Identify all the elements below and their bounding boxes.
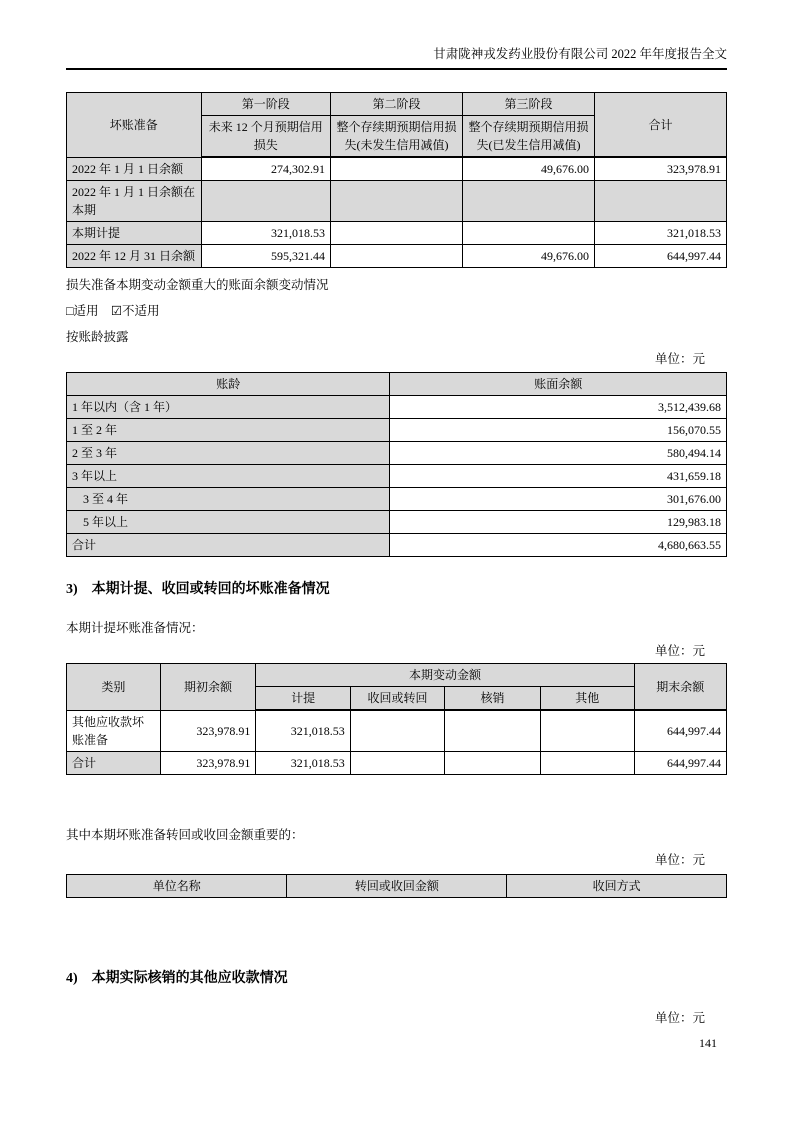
stage1-subheader-cell: 未来 12 个月预期信用损失 xyxy=(201,116,330,158)
value-cell: 595,321.44 xyxy=(201,245,330,268)
section-4-title: 本期实际核销的其他应收款情况 xyxy=(91,970,288,986)
value-cell xyxy=(445,710,541,751)
applicable-checkbox: □适用 xyxy=(66,304,99,318)
row-label-cell: 合计 xyxy=(67,534,390,557)
row-label-cell: 1 至 2 年 xyxy=(67,419,390,442)
company-header-cell: 单位名称 xyxy=(67,874,287,897)
balance-header-cell: 账面余额 xyxy=(390,373,727,396)
stage3-header-cell: 第三阶段 xyxy=(462,93,594,116)
unit-label: 单位：元 xyxy=(654,352,705,366)
age-header-cell: 账龄 xyxy=(67,373,390,396)
table-header-row xyxy=(67,664,727,687)
value-cell: 301,676.00 xyxy=(390,488,727,511)
value-cell: 580,494.14 xyxy=(390,442,727,465)
section-4-heading xyxy=(66,970,727,988)
ecl-stage-table xyxy=(66,92,727,268)
table-row xyxy=(67,181,727,222)
not-applicable-checkbox: ☑不适用 xyxy=(110,304,160,318)
value-cell xyxy=(462,181,594,222)
table-header-row xyxy=(67,373,727,396)
value-cell xyxy=(594,181,726,222)
section-4-number: 4) xyxy=(66,970,78,986)
category-header-cell: 类别 xyxy=(67,664,161,711)
value-cell xyxy=(330,245,462,268)
stage2-header-cell: 第二阶段 xyxy=(330,93,462,116)
recover-header-cell: 收回或转回 xyxy=(350,687,444,711)
amount-header-cell: 转回或收回金额 xyxy=(287,874,507,897)
row-label-cell: 5 年以上 xyxy=(67,511,390,534)
value-cell: 323,978.91 xyxy=(594,157,726,181)
row-label-cell: 2022 年 1 月 1 日余额 xyxy=(67,157,202,181)
value-cell: 49,676.00 xyxy=(462,245,594,268)
value-cell xyxy=(445,751,541,774)
value-cell: 323,978.91 xyxy=(160,751,256,774)
table-row xyxy=(67,710,727,751)
unit-label: 单位：元 xyxy=(654,852,705,867)
table-row xyxy=(67,534,727,557)
section-3-heading xyxy=(66,581,727,599)
stage1-header-cell: 第一阶段 xyxy=(201,93,330,116)
table-row xyxy=(67,488,727,511)
table-row xyxy=(67,157,727,181)
header-rule xyxy=(66,68,727,70)
value-cell xyxy=(462,222,594,245)
accrue-header-cell: 计提 xyxy=(256,687,350,711)
value-cell: 129,983.18 xyxy=(390,511,727,534)
value-cell xyxy=(330,222,462,245)
stage3-subheader-cell: 整个存续期预期信用损失(已发生信用减值) xyxy=(462,116,594,158)
writeoff-header-cell: 核销 xyxy=(445,687,541,711)
row-label-cell: 2022 年 12 月 31 日余额 xyxy=(67,245,202,268)
row-label-cell: 2022 年 1 月 1 日余额在本期 xyxy=(67,181,202,222)
value-cell: 644,997.44 xyxy=(634,710,726,751)
value-cell: 156,070.55 xyxy=(390,419,727,442)
method-header-cell: 收回方式 xyxy=(507,874,727,897)
other-header-cell: 其他 xyxy=(540,687,634,711)
aging-disclosure-note: 按账龄披露 xyxy=(66,330,129,344)
value-cell: 49,676.00 xyxy=(462,157,594,181)
row-label-cell: 3 年以上 xyxy=(67,465,390,488)
value-cell: 321,018.53 xyxy=(256,710,350,751)
loss-change-note: 损失准备本期变动金额重大的账面余额变动情况 xyxy=(66,278,329,292)
applicability-line xyxy=(66,303,727,319)
row-label-cell: 合计 xyxy=(67,751,161,774)
unit-label: 单位：元 xyxy=(654,1010,705,1025)
value-cell: 431,659.18 xyxy=(390,465,727,488)
value-cell xyxy=(350,751,444,774)
value-cell: 4,680,663.55 xyxy=(390,534,727,557)
closing-header-cell: 期末余额 xyxy=(634,664,726,711)
value-cell xyxy=(330,157,462,181)
table-row xyxy=(67,222,727,245)
value-cell: 323,978.91 xyxy=(160,710,256,751)
value-cell xyxy=(350,710,444,751)
value-cell: 321,018.53 xyxy=(201,222,330,245)
table-header-row xyxy=(67,874,727,897)
value-cell: 644,997.44 xyxy=(594,245,726,268)
table-row xyxy=(67,396,727,419)
row-label-cell: 本期计提 xyxy=(67,222,202,245)
row-label-cell: 其他应收款坏账准备 xyxy=(67,710,161,751)
recovery-table xyxy=(66,874,727,898)
provision-intro-note: 本期计提坏账准备情况： xyxy=(66,621,204,635)
page-number: 141 xyxy=(699,1036,717,1050)
value-cell xyxy=(330,181,462,222)
value-cell: 321,018.53 xyxy=(256,751,350,774)
change-group-header-cell: 本期变动金额 xyxy=(256,664,634,687)
row-label-cell: 2 至 3 年 xyxy=(67,442,390,465)
table-row xyxy=(67,245,727,268)
table-row xyxy=(67,419,727,442)
section-3-number: 3) xyxy=(66,582,78,597)
value-cell xyxy=(201,181,330,222)
table-row xyxy=(67,465,727,488)
table-header-row xyxy=(67,93,727,116)
report-header-title: 甘肃陇神戎发药业股份有限公司 2022 年年度报告全文 xyxy=(433,47,727,61)
section-3-title: 本期计提、收回或转回的坏账准备情况 xyxy=(91,582,330,597)
opening-header-cell: 期初余额 xyxy=(160,664,256,711)
recovery-note: 其中本期坏账准备转回或收回金额重要的： xyxy=(66,827,304,842)
aging-table xyxy=(66,372,727,557)
table-row xyxy=(67,751,727,774)
value-cell: 3,512,439.68 xyxy=(390,396,727,419)
row-label-cell: 3 至 4 年 xyxy=(67,488,390,511)
stage2-subheader-cell: 整个存续期预期信用损失(未发生信用减值) xyxy=(330,116,462,158)
value-cell xyxy=(540,751,634,774)
table-row xyxy=(67,511,727,534)
value-cell: 274,302.91 xyxy=(201,157,330,181)
unit-label: 单位：元 xyxy=(654,644,705,658)
row-label-cell: 1 年以内（含 1 年） xyxy=(67,396,390,419)
corner-header-cell: 坏账准备 xyxy=(67,93,202,158)
value-cell: 321,018.53 xyxy=(594,222,726,245)
value-cell: 644,997.44 xyxy=(634,751,726,774)
table-row xyxy=(67,442,727,465)
total-header-cell: 合计 xyxy=(594,93,726,158)
value-cell xyxy=(540,710,634,751)
provision-movement-table xyxy=(66,663,727,775)
